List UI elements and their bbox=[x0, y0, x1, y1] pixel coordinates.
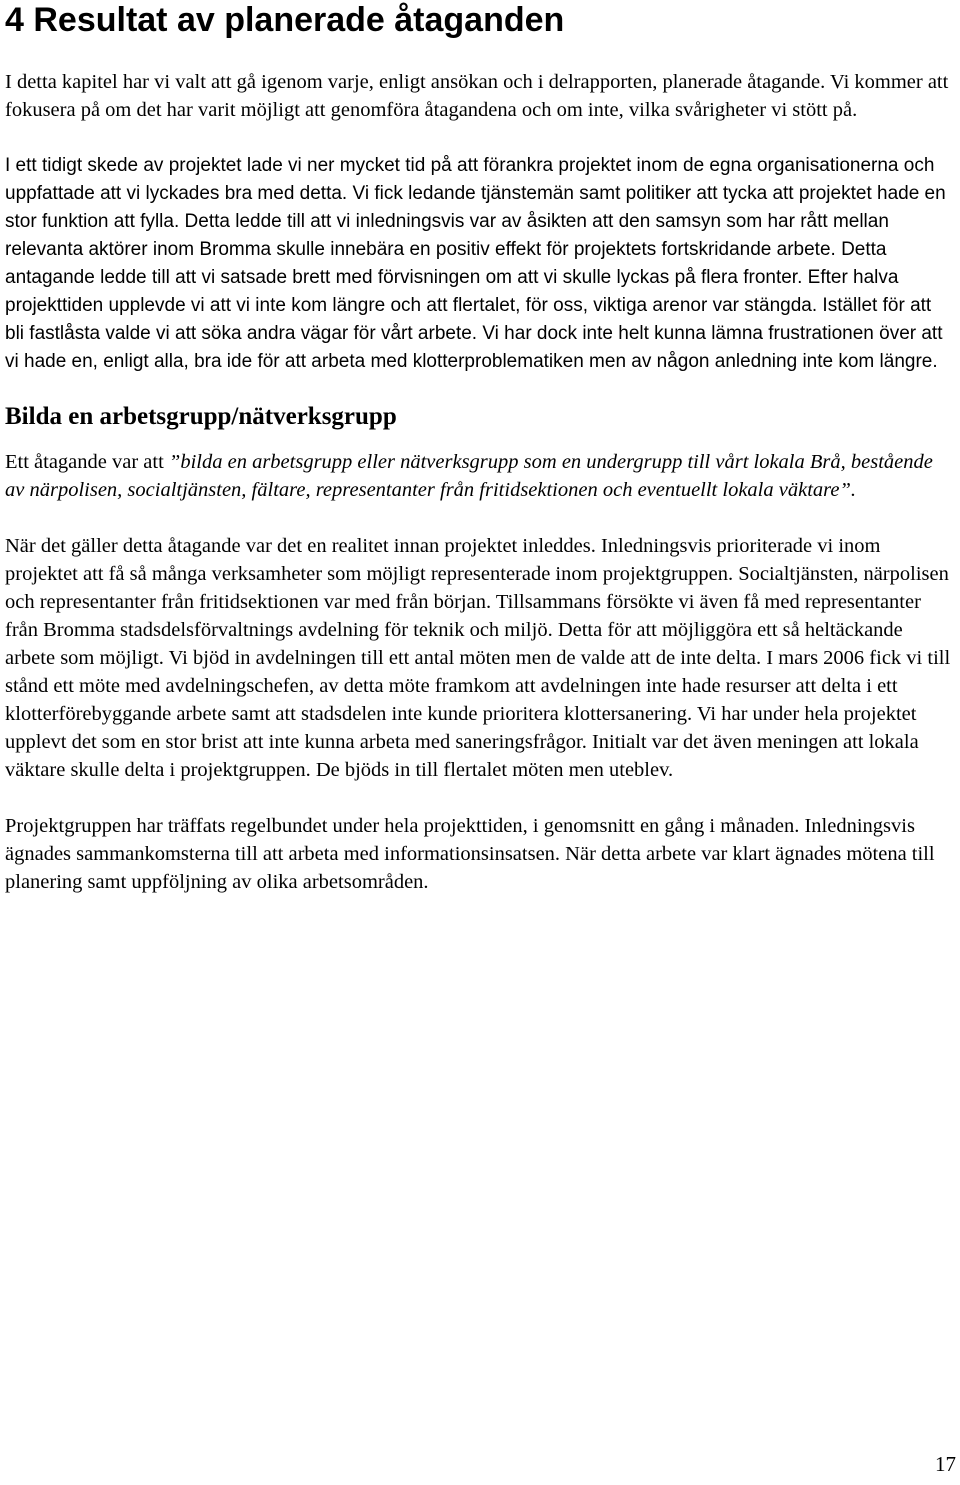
chapter-title: 4 Resultat av planerade åtaganden bbox=[5, 1, 565, 39]
section-title: Bilda en arbetsgrupp/nätverksgrupp bbox=[5, 403, 397, 430]
body-paragraph-4: När det gäller detta åtagande var det en realitet innan projektet inleddes. Inledningsvis prioriterade vi inom projektet att få så många verksamheter som möjligt representerade inom projektgruppen. Socialtjänsten, närpolisen och representanter från fritidsektionen var med från början. Tillsammans försökte vi även få med representanter från Bromma stadsdelsförvaltnings avdelning för teknik och miljö. Detta för att möjliggöra ett så heltäckande arbete som möjligt. Vi bjöd in avdelningen till ett antal möten men de valde att de inte delta. I mars 2006 fick vi till stånd ett möte med avdelningschefen, av detta möte framkom att avdelningen inte hade resurser att delta i ett klotterförebyggande arbete samt att stadsdelen inte kunde prioritera klottersanering. Vi har under hela projektet upplevt det som en stor brist att inte kunna arbeta med saneringsfrågor. Initialt var det även meningen att lokala väktare skulle delta i projektgruppen. De bjöds in till flertalet möten men uteblev. bbox=[5, 535, 951, 781]
intro-paragraph: I detta kapitel har vi valt att gå igenom varje, enligt ansökan och i delrapporten, planerade åtagande. Vi kommer att fokusera på om det har varit möjligt att genomföra åtagandena och om inte, vilka svårigheter vi stött på. bbox=[5, 71, 949, 121]
body-paragraph-5: Projektgruppen har träffats regelbundet under hela projekttiden, i genomsnitt en gång i månaden. Inledningsvis ägnades sammankomsterna till att arbeta med informationsinsatsen. När detta arbete var klart ägnades mötena till planering samt uppföljning av olika arbetsområden. bbox=[5, 815, 935, 893]
commitment-quote: ”bilda en arbetsgrupp eller nätverksgrupp som en undergrupp till vårt lokala Brå, bestående av närpolisen, socialtjänsten, fältare, representanter från fritidsektionen och eventuellt lokala väktare”. bbox=[5, 451, 933, 501]
body-paragraph-2: I ett tidigt skede av projektet lade vi ner mycket tid på att förankra projektet inom de egna organisationerna och uppfattade att vi lyckades bra med detta. Vi fick ledande tjänstemän samt politiker att tycka att projektet hade en stor funktion att fylla. Detta ledde till att vi inledningsvis var av åsikten att den samsyn som har rått mellan relevanta aktörer inom Bromma skulle innebära en positiv effekt för projektets fortskridande arbete. Detta antagande ledde till att vi satsade brett med förvisningen om att vi skulle lyckas på flera fronter. Efter halva projekttiden upplevde vi att vi inte kom längre och att flertalet, för oss, viktiga arenor var stängda. Istället för att bli fastlåsta valde vi att söka andra vägar för vårt arbete. Vi har dock inte helt kunna lämna frustrationen över att vi hade en, enligt alla, bra ide för att arbeta med klotterproblematiken men av någon anledning inte kom längre. bbox=[5, 155, 946, 372]
commitment-paragraph bbox=[5, 448, 955, 504]
commitment-lead: Ett åtagande var att bbox=[5, 451, 169, 473]
document-page bbox=[5, 0, 955, 896]
page-number: 17 bbox=[935, 1452, 956, 1476]
